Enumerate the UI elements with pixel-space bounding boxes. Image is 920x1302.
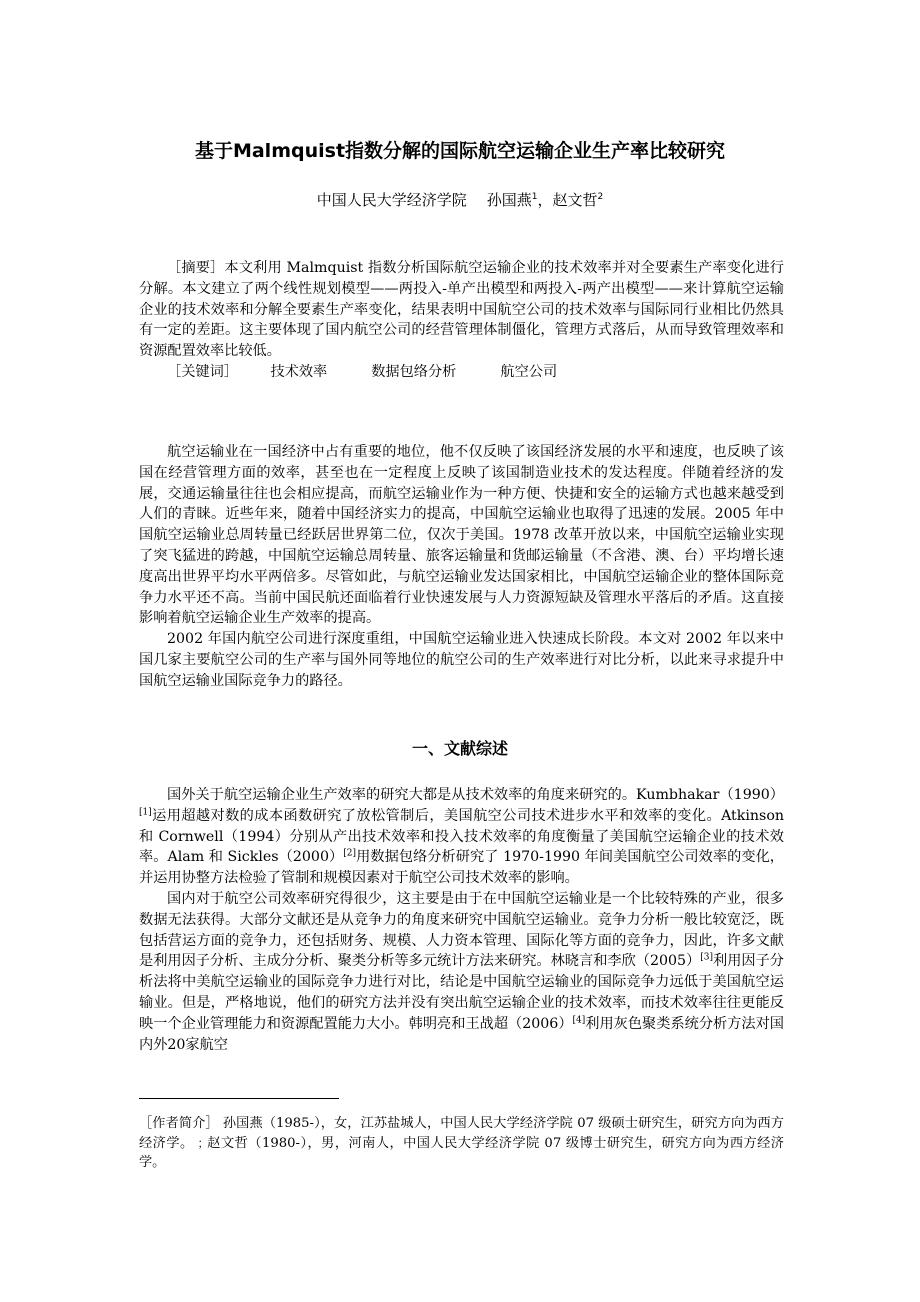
citation-ref: [4] [572, 1015, 586, 1026]
affiliation: 中国人民大学经济学院 [316, 191, 467, 209]
intro-paragraph-1: 航空运输业在一国经济中占有重要的地位，他不仅反映了该国经济发展的水平和速度，也反映了该国在经营管理方面的效率，甚至也在一定程度上反映了该国制造业技术的发达程度。伴随着经济的发展，交通运输量往往也会相应提高，而航空运输业作为一种方便、快捷和安全的运输方式也越来越受到人们的青睐。近些年来，随着中国经济实力的提高，中国航空运输业也取得了迅速的发展。2005 年中国航空运输业总周转量已经跃居世界第二位，仅次于美国。1978 改革开放以来，中国航空运输业实现了突飞猛进的跨越，中国航空运输总周转量、旅客运输量和货邮运输量（不含港、澳、台）平均增长速度高出世界平均水平两倍多。尽管如此，与航空运输业发达国家相比，中国航空运输企业的整体国际竞争力水平还不高。当前中国民航还面临着行业快速发展与人力资源短缺及管理水平落后的矛盾。这直接影响着航空运输企业生产效率的提高。 [139, 444, 784, 627]
author-1-sup: 1 [531, 192, 538, 202]
intro-paragraph-2: 2002 年国内航空公司进行深度重组，中国航空运输业进入快速成长阶段。本文对 2002 年以来中国几家主要航空公司的生产率与国外同等地位的航空公司的生产效率进行对比分析，以此来寻求提升中国航空运输业国际竞争力的路径。 [139, 631, 784, 689]
citation-ref: [3] [700, 952, 714, 963]
abstract [139, 258, 784, 362]
review-text: 国外关于航空运输企业生产效率的研究大都是从技术效率的角度来研究的。Kumbhakar（1990） [167, 787, 784, 803]
review-text: 利用灰色聚类系统分析方法对国内外20家航空 [139, 1015, 784, 1053]
keyword-1: 技术效率 [270, 364, 328, 380]
author-line [0, 189, 920, 210]
abstract-label: ［摘要］ [167, 260, 225, 276]
section-heading: 一、文献综述 [411, 739, 508, 758]
author-separator: ， [537, 191, 553, 209]
keywords [139, 362, 784, 383]
footnote-divider [139, 1098, 339, 1099]
author-footnote: ［作者简介］ 孙国燕（1985-），女，江苏盐城人，中国人民大学经济学院 07 级硕士研究生，研究方向为西方经济学。﹔赵文哲（1980-），男，河南人，中国人民大学经济学院 07 级博士研究生，研究方向为西方经济学。 [139, 1116, 784, 1171]
review-paragraph-2 [139, 889, 784, 1055]
author-2: 赵文哲 [552, 191, 598, 209]
keyword-2: 数据包络分析 [371, 364, 457, 380]
keyword-3: 航空公司 [500, 364, 558, 380]
review-paragraph-1 [139, 785, 784, 889]
introduction [139, 442, 784, 692]
author-1: 孙国燕 [486, 191, 532, 209]
keywords-label: ［关键词］ [167, 364, 238, 380]
citation-ref: [1] [139, 807, 152, 818]
review-text: 利用因子分析法将中美航空运输业的国际竞争力进行对比，结论是中国航空运输业的国际竞争力远低于美国航空运输业。但是，严格地说，他们的研究方法并没有突出航空运输企业的技术效率，而技术效率往往更能反映一个企业管理能力和资源配置能力大小。韩明亮和王战超（2006） [139, 953, 784, 1032]
citation-ref: [2] [343, 848, 357, 859]
review-text: 运用超越对数的成本函数研究了放松管制后，美国航空公司技术进步水平和效率的变化。Atkinson 和 Cornwell（1994）分别从产出技术效率和投入技术效率的角度衡量了美国航空运输企业的技术效率。Alam 和 Sickles（2000） [139, 807, 784, 866]
abstract-text: 本文利用 Malmquist 指数分析国际航空运输企业的技术效率并对全要素生产率变化进行分解。本文建立了两个线性规划模型——两投入-单产出模型和两投入-两产出模型——来计算航空运输企业的技术效率和分解全要素生产率变化，结果表明中国航空公司的技术效率与国际同行业相比仍然具有一定的差距。这主要体现了国内航空公司的经营管理体制僵化，管理方式落后，从而导致管理效率和资源配置效率比较低。 [139, 260, 784, 360]
review-text: 用数据包络分析研究了 1970-1990 年间美国航空公司效率的变化，并运用协整方法检验了管制和规模因素对于航空公司技术效率的影响。 [139, 849, 784, 887]
paper-title: 基于Malmquist指数分解的国际航空运输企业生产率比较研究 [194, 140, 726, 162]
literature-review [139, 785, 784, 1055]
review-text: 国内对于航空公司效率研究得很少，这主要是由于在中国航空运输业是一个比较特殊的产业，很多数据无法获得。大部分文献还是从竞争力的角度来研究中国航空运输业。竞争力分析一般比较宽泛，既包括营运方面的竞争力，还包括财务、规模、人力资本管理、国际化等方面的竞争力，因此，许多文献是利用因子分析、主成分分析、聚类分析等多元统计方法来研究。林晓言和李欣（2005） [139, 890, 784, 970]
author-2-sup: 2 [597, 192, 604, 202]
